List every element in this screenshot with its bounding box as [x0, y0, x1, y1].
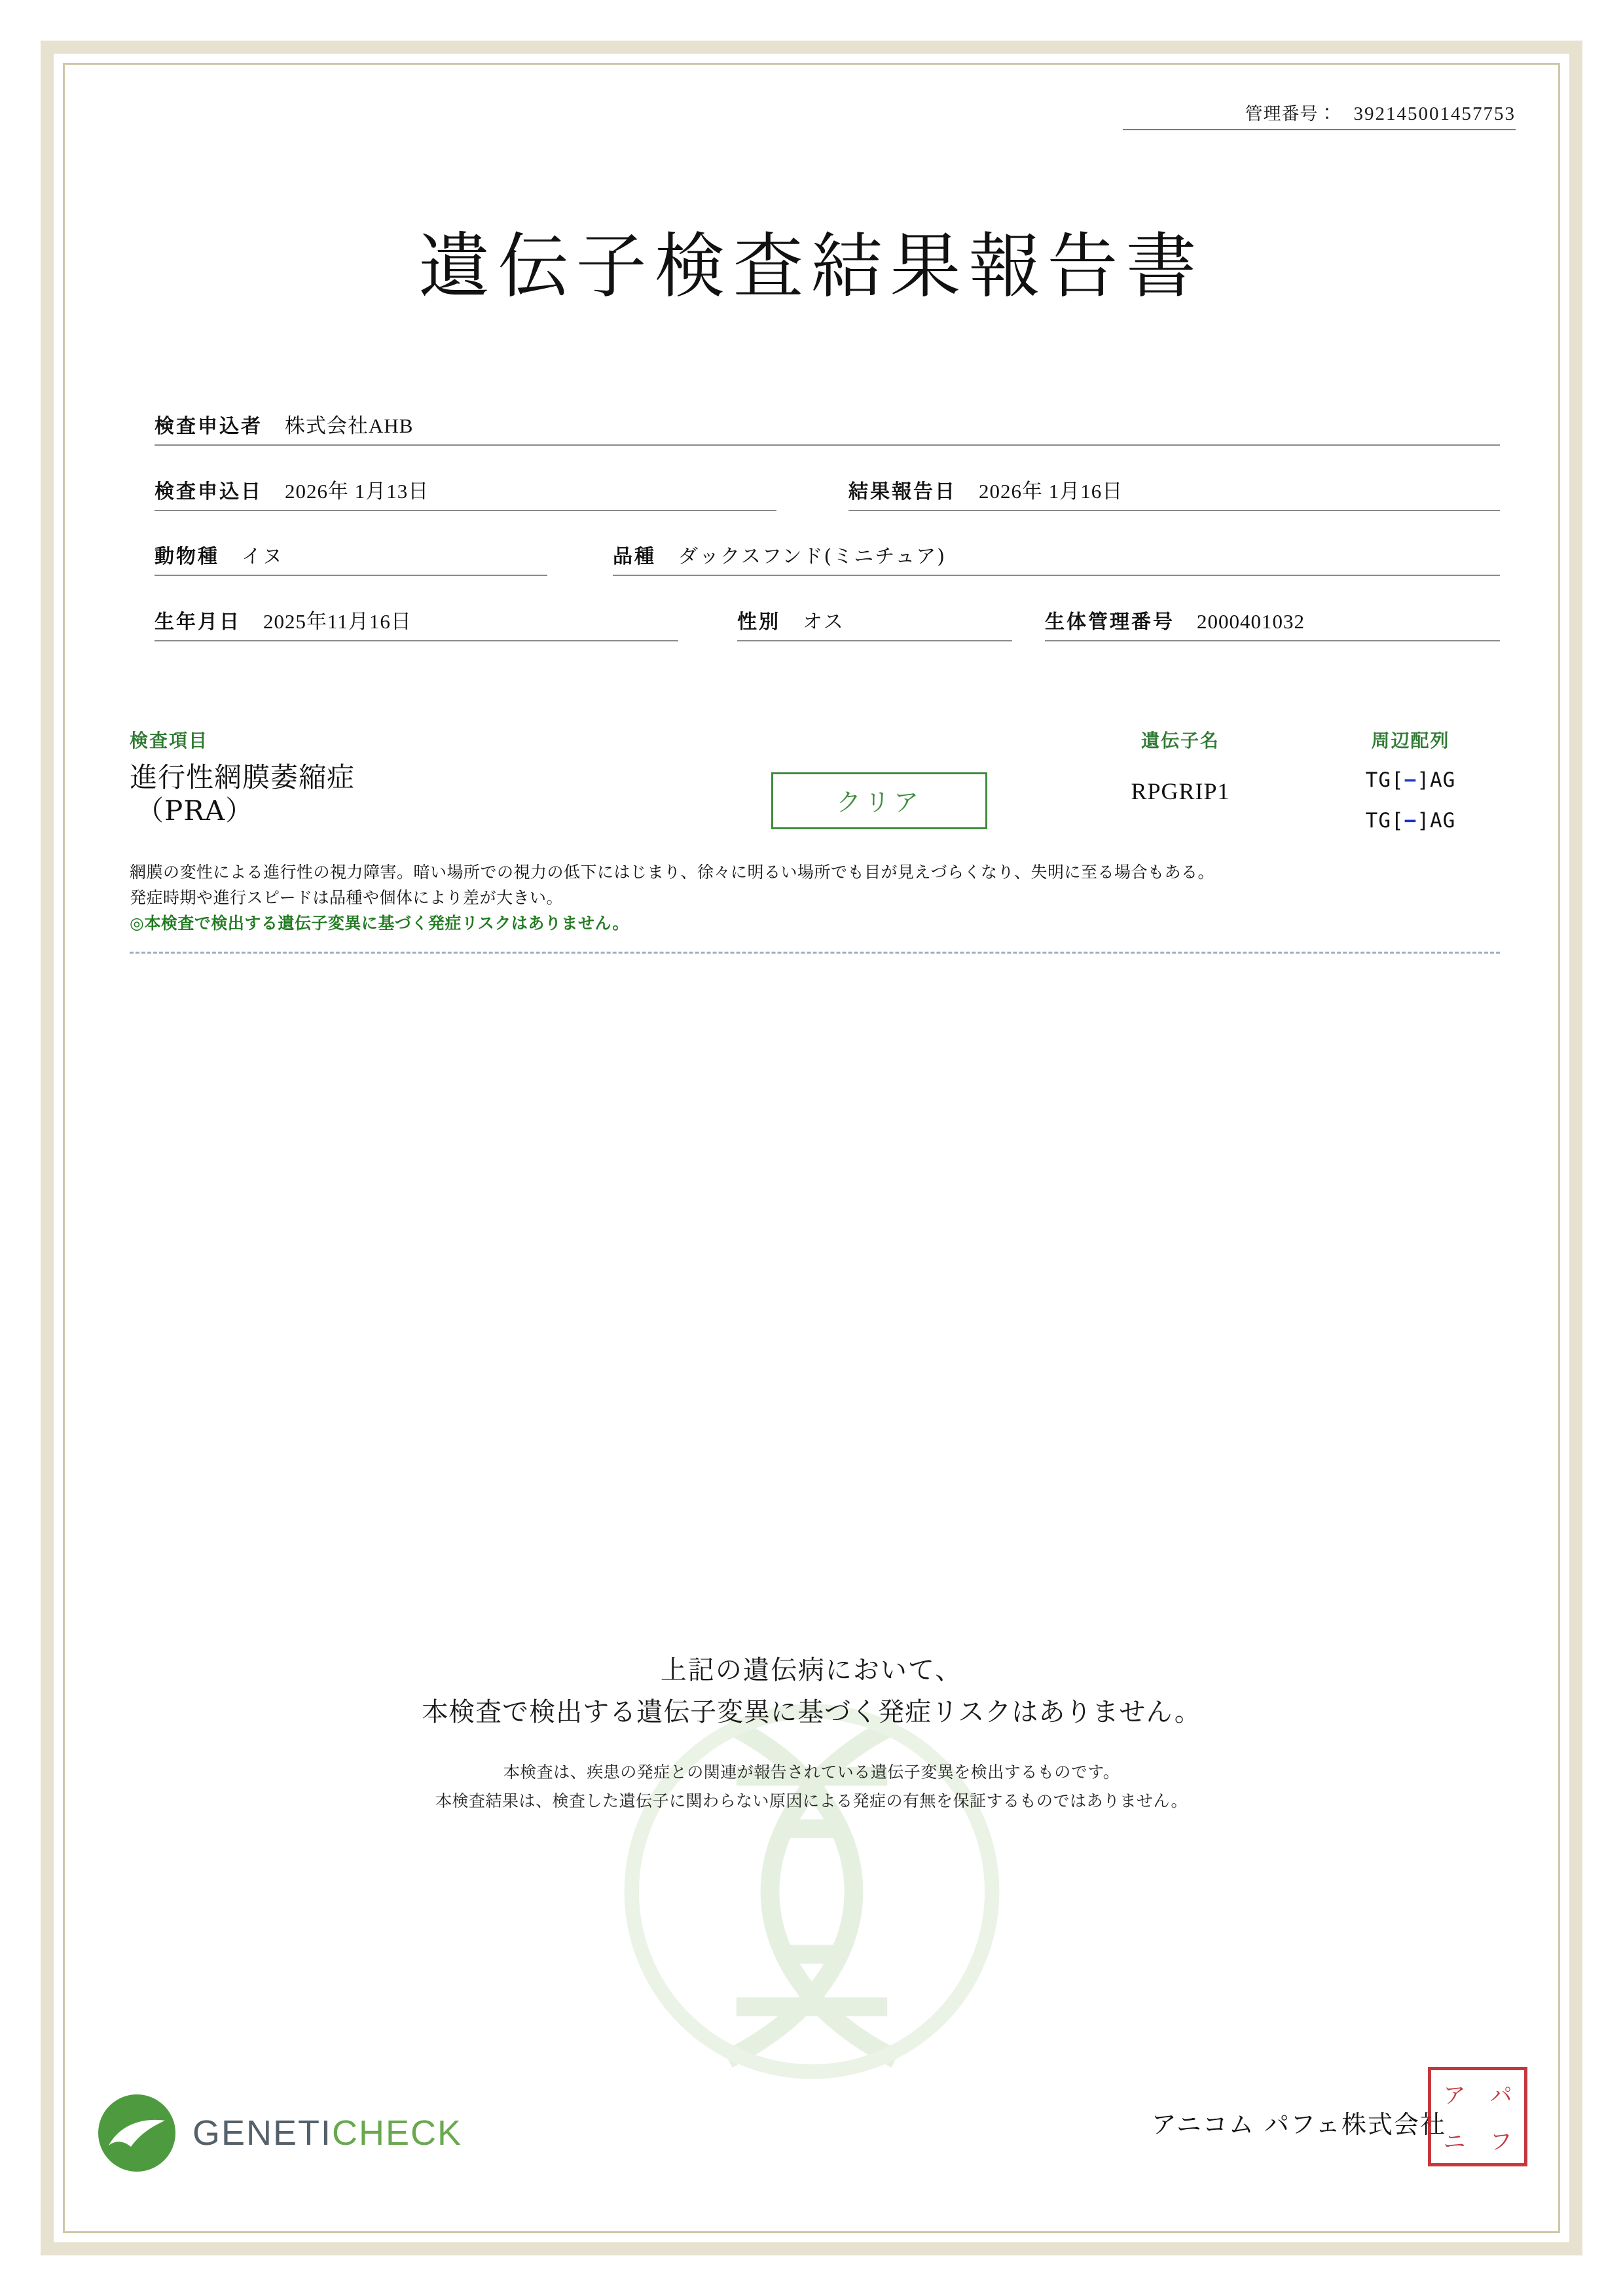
test-description-line-2: 発症時期や進行スピードは品種や個体により差が大きい。	[130, 888, 564, 907]
meta-row-species	[155, 540, 1500, 576]
field-species	[155, 540, 547, 576]
seal-char-2: フ	[1489, 2129, 1512, 2155]
seal-char-0: パ	[1489, 2083, 1512, 2109]
field-applicant-value: 株式会社AHB	[285, 414, 414, 437]
test-item-name: 進行性網膜萎縮症	[130, 761, 356, 793]
section-divider	[130, 952, 1500, 954]
geneticheck-logo-text	[192, 2113, 462, 2153]
meta-row-applicant	[155, 409, 1500, 446]
sequence-bracket-close-2: ]	[1417, 809, 1430, 833]
sequence-line-1	[1321, 768, 1500, 792]
summary-line-2: 本検査で検出する遺伝子変異に基づく発症リスクはありません。	[422, 1697, 1201, 1727]
meta-row-dates	[155, 475, 1500, 511]
footer	[92, 2034, 1531, 2178]
sequence-bracket-open-1: [	[1391, 768, 1404, 792]
test-item-subtitle: （PRA）	[136, 795, 254, 827]
test-result-badge-wrap	[719, 758, 1040, 829]
column-header-sequence: 周辺配列	[1371, 730, 1450, 751]
meta-row-birth	[155, 605, 1500, 641]
sequence-bracket-close-1: ]	[1417, 768, 1430, 792]
control-number-row	[1123, 99, 1516, 130]
field-report-date-label: 結果報告日	[848, 480, 957, 503]
field-applicant	[155, 409, 1500, 446]
field-management-number-label: 生体管理番号	[1045, 611, 1175, 634]
test-result-header	[130, 726, 1500, 753]
sequence-mutation-2: −	[1404, 809, 1417, 833]
page-content	[92, 85, 1531, 2204]
status-badge: クリア	[771, 772, 987, 829]
field-species-label: 動物種	[155, 545, 219, 568]
sequence-prefix-1: TG	[1365, 768, 1391, 792]
sequence-prefix-2: TG	[1365, 809, 1391, 833]
summary-block	[92, 1649, 1531, 1816]
field-management-number	[1045, 605, 1500, 641]
seal-char-1: ア	[1443, 2083, 1466, 2109]
field-sex-value: オス	[803, 611, 845, 634]
control-number	[1123, 99, 1516, 130]
field-report-date	[848, 475, 1500, 511]
test-item-name-group	[130, 758, 719, 827]
company-name: アニコム パフェ株式会社	[1151, 2110, 1446, 2139]
summary-note-line-2: 本検査結果は、検査した遺伝子に関わらない原因による発症の有無を保証するものではありません。	[435, 1791, 1188, 1810]
summary-line-1: 上記の遺伝病において、	[660, 1655, 963, 1685]
control-number-value: 392145001457753	[1353, 103, 1516, 124]
sequence-line-2	[1321, 809, 1500, 833]
field-sex	[737, 605, 1012, 641]
field-management-number-value: 2000401032	[1197, 610, 1305, 633]
field-birthdate	[155, 605, 678, 641]
summary-note-line-1: 本検査は、疾患の発症との関連が報告されている遺伝子変異を検出するものです。	[503, 1763, 1120, 1782]
seal-char-3: ニ	[1443, 2129, 1466, 2155]
sequence-suffix-2: AG	[1430, 809, 1456, 833]
field-sex-label: 性別	[737, 611, 780, 634]
sequence-suffix-1: AG	[1430, 768, 1456, 792]
control-number-label: 管理番号：	[1245, 104, 1337, 124]
field-birthdate-label: 生年月日	[155, 611, 241, 634]
column-header-gene-name: 遺伝子名	[1140, 730, 1220, 751]
test-description	[92, 860, 1531, 936]
sequence-mutation-1: −	[1404, 768, 1417, 792]
field-breed-label: 品種	[613, 545, 656, 568]
page-title: 遺伝子検査結果報告書	[418, 226, 1205, 308]
logo-text-part-2: CHECK	[332, 2113, 463, 2153]
field-species-value: イヌ	[242, 545, 283, 568]
column-header-test-item: 検査項目	[130, 730, 209, 751]
test-description-risk-note: ◎本検査で検出する遺伝子変異に基づく発症リスクはありません。	[130, 913, 629, 933]
geneticheck-logo	[98, 2094, 462, 2172]
test-result-row	[130, 758, 1500, 850]
company-seal-icon	[1428, 2067, 1527, 2166]
field-apply-date	[155, 475, 776, 511]
sequence-bracket-open-2: [	[1391, 809, 1404, 833]
field-applicant-label: 検査申込者	[155, 415, 263, 438]
test-result-section	[92, 726, 1531, 850]
field-apply-date-value: 2026年 1月13日	[285, 480, 429, 503]
meta-block	[92, 409, 1531, 641]
summary-note	[92, 1758, 1531, 1816]
leaf-logo-icon	[98, 2094, 175, 2172]
logo-text-part-1: GENETI	[192, 2113, 333, 2153]
field-birthdate-value: 2025年11月16日	[263, 610, 412, 633]
test-description-line-1: 網膜の変性による進行性の視力障害。暗い場所での視力の低下にはじまり、徐々に明るい場所でも目が見えづらくなり、失明に至る場合もある。	[130, 863, 1215, 882]
gene-name-value: RPGRIP1	[1131, 778, 1230, 804]
field-breed-value: ダックスフンド(ミニチュア)	[678, 545, 947, 568]
sequence-values	[1321, 758, 1500, 850]
field-report-date-value: 2026年 1月16日	[979, 480, 1123, 503]
field-apply-date-label: 検査申込日	[155, 480, 263, 503]
field-breed	[613, 540, 1500, 576]
